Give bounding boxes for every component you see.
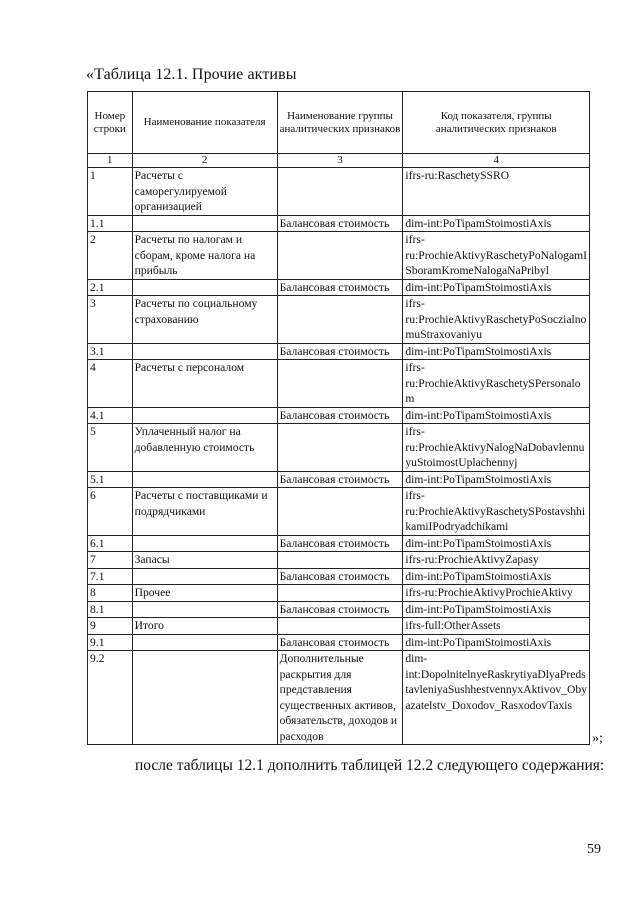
table-row [88, 471, 590, 488]
indicator-code: dim-int:PoTipamStoimostiAxis [403, 568, 590, 585]
table-row [88, 585, 590, 602]
table-row [88, 424, 590, 472]
row-number: 5 [88, 424, 133, 472]
indicator-name: Расчеты по социальному страхованию [132, 296, 277, 344]
indicator-name: Запасы [132, 552, 277, 569]
group-name: Балансовая стоимость [277, 215, 403, 232]
group-name: Балансовая стоимость [277, 568, 403, 585]
table-row [88, 488, 590, 536]
row-number: 4.1 [88, 407, 133, 424]
table-row [88, 343, 590, 360]
indicator-name [132, 407, 277, 424]
table-row [88, 232, 590, 280]
row-number: 2 [88, 232, 133, 280]
group-name [277, 618, 403, 635]
column-number: 3 [277, 154, 403, 168]
table-row [88, 651, 590, 745]
row-number: 9.2 [88, 651, 133, 745]
header-row-number: Номер строки [88, 92, 133, 154]
indicator-name [132, 634, 277, 651]
header-indicator-name: Наименование показателя [132, 92, 277, 154]
indicator-name: Расчеты с персоналом [132, 360, 277, 408]
row-number: 3.1 [88, 343, 133, 360]
indicator-code: ifrs-ru:ProchieAktivyRaschetyPoSoczialnomuStraxovaniyu [403, 296, 590, 344]
group-name: Балансовая стоимость [277, 471, 403, 488]
indicator-code: ifrs-ru:ProchieAktivyProchieAktivy [403, 585, 590, 602]
indicator-code: ifrs-ru:RaschetySSRO [403, 168, 590, 216]
row-number: 7.1 [88, 568, 133, 585]
indicator-code: dim-int:PoTipamStoimostiAxis [403, 535, 590, 552]
instruction-text: после таблицы 12.1 дополнить таблицей 12.2 следующего содержания: [135, 757, 605, 774]
header-row [88, 92, 590, 154]
indicator-code: dim-int:PoTipamStoimostiAxis [403, 601, 590, 618]
indicator-code: dim-int:PoTipamStoimostiAxis [403, 634, 590, 651]
group-name [277, 424, 403, 472]
row-number: 7 [88, 552, 133, 569]
indicator-name: Расчеты по налогам и сборам, кроме налога на прибыль [132, 232, 277, 280]
group-name [277, 360, 403, 408]
row-number: 2.1 [88, 279, 133, 296]
indicator-code: dim-int:PoTipamStoimostiAxis [403, 343, 590, 360]
column-number: 1 [88, 154, 133, 168]
indicator-name [132, 279, 277, 296]
group-name: Балансовая стоимость [277, 279, 403, 296]
group-name: Балансовая стоимость [277, 343, 403, 360]
row-number: 4 [88, 360, 133, 408]
table-row [88, 634, 590, 651]
indicator-name: Итого [132, 618, 277, 635]
indicator-name [132, 471, 277, 488]
indicator-code: ifrs-ru:ProchieAktivyNalogNaDobavlennuyuStoimostUplachennyj [403, 424, 590, 472]
row-number: 9.1 [88, 634, 133, 651]
indicator-code: ifrs-ru:ProchieAktivyRaschetySPersonalom [403, 360, 590, 408]
table-row [88, 168, 590, 216]
indicator-code: dim-int:PoTipamStoimostiAxis [403, 407, 590, 424]
indicator-name: Уплаченный налог на добавленную стоимость [132, 424, 277, 472]
group-name [277, 552, 403, 569]
group-name [277, 585, 403, 602]
page-number: 59 [587, 842, 601, 857]
group-name: Балансовая стоимость [277, 634, 403, 651]
table-row [88, 601, 590, 618]
table-row [88, 552, 590, 569]
group-name: Балансовая стоимость [277, 407, 403, 424]
column-number-row [88, 154, 590, 168]
row-number: 1 [88, 168, 133, 216]
group-name: Балансовая стоимость [277, 535, 403, 552]
group-name: Балансовая стоимость [277, 601, 403, 618]
table-row [88, 568, 590, 585]
header-group-name: Наименование группы аналитических признаков [277, 92, 403, 154]
indicator-name [132, 215, 277, 232]
closing-quote: »; [592, 731, 603, 746]
indicator-code: ifrs-full:OtherAssets [403, 618, 590, 635]
other-assets-table [87, 91, 590, 745]
row-number: 8.1 [88, 601, 133, 618]
row-number: 6 [88, 488, 133, 536]
table-row [88, 279, 590, 296]
table-title: «Таблица 12.1. Прочие активы [86, 66, 297, 83]
indicator-code: dim-int:PoTipamStoimostiAxis [403, 279, 590, 296]
table-row [88, 296, 590, 344]
table-row [88, 215, 590, 232]
column-number: 4 [403, 154, 590, 168]
table-row [88, 535, 590, 552]
group-name: Дополнительные раскрытия для представления существенных активов, обязательств, доходов и расходов [277, 651, 403, 745]
indicator-name [132, 568, 277, 585]
indicator-name: Расчеты с поставщиками и подрядчиками [132, 488, 277, 536]
group-name [277, 232, 403, 280]
indicator-name [132, 535, 277, 552]
group-name [277, 168, 403, 216]
indicator-code: dim-int:PoTipamStoimostiAxis [403, 215, 590, 232]
row-number: 9 [88, 618, 133, 635]
indicator-code: dim-int:DopolnitelnyeRaskrytiyaDlyaPredstavleniyaSushhestvennyxAktivov_Obyazatelstv_Doxodov_RasxodovTaxis [403, 651, 590, 745]
row-number: 5.1 [88, 471, 133, 488]
indicator-name: Прочее [132, 585, 277, 602]
row-number: 6.1 [88, 535, 133, 552]
row-number: 8 [88, 585, 133, 602]
indicator-name [132, 343, 277, 360]
indicator-name [132, 601, 277, 618]
row-number: 1.1 [88, 215, 133, 232]
table-body [88, 168, 590, 745]
row-number: 3 [88, 296, 133, 344]
group-name [277, 488, 403, 536]
indicator-name: Расчеты с саморегулируемой организацией [132, 168, 277, 216]
table-row [88, 360, 590, 408]
indicator-code: ifrs-ru:ProchieAktivyRaschetyPoNalogamISboramKromeNalogaNaPribyl [403, 232, 590, 280]
table-row [88, 618, 590, 635]
header-code: Код показателя, группы аналитических признаков [403, 92, 590, 154]
indicator-code: dim-int:PoTipamStoimostiAxis [403, 471, 590, 488]
indicator-code: ifrs-ru:ProchieAktivyZapasy [403, 552, 590, 569]
indicator-code: ifrs-ru:ProchieAktivyRaschetySPostavshhikamiIPodryadchikami [403, 488, 590, 536]
group-name [277, 296, 403, 344]
table-row [88, 407, 590, 424]
indicator-name [132, 651, 277, 745]
column-number: 2 [132, 154, 277, 168]
